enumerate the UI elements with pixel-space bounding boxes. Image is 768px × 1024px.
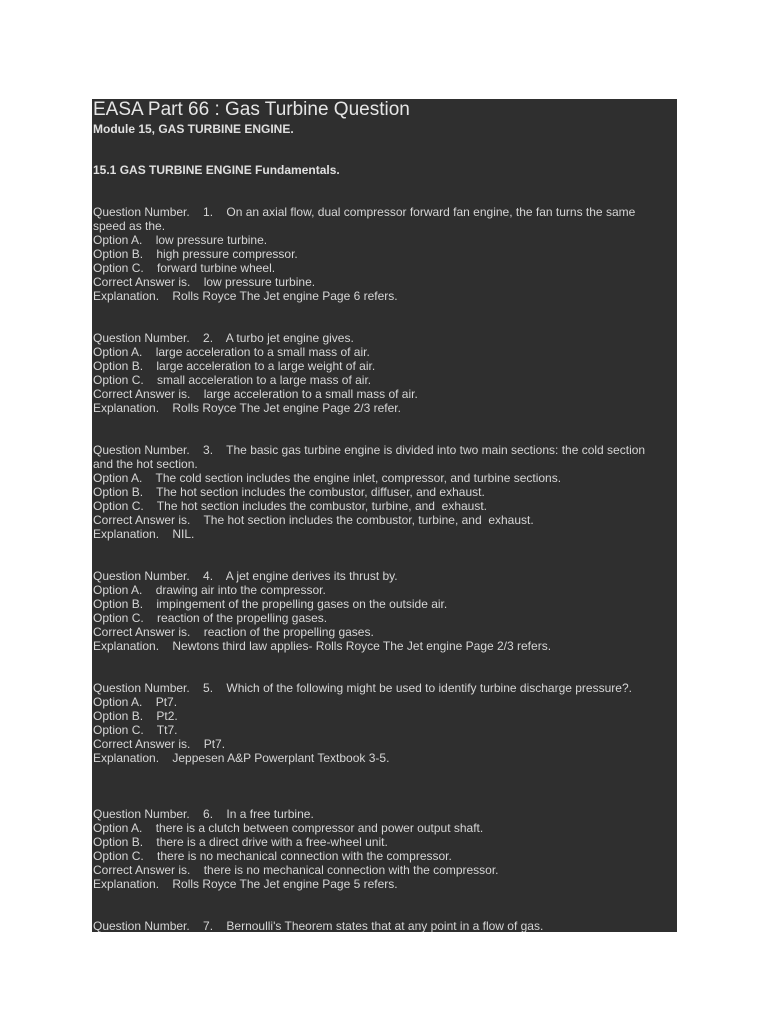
module-heading: Module 15, GAS TURBINE ENGINE. xyxy=(93,122,294,136)
correct-answer: Correct Answer is. The hot section includes the combustor, turbine, and exhaust. xyxy=(93,513,534,527)
explanation: Explanation. Jeppesen A&P Powerplant Textbook 3-5. xyxy=(93,751,390,765)
option-b: Option B. there is a direct drive with a free-wheel unit. xyxy=(93,835,388,849)
option-a: Option A. Pt7. xyxy=(93,695,178,709)
option-b: Option B. high pressure compressor. xyxy=(93,247,298,261)
option-c: Option C. Tt7. xyxy=(93,723,178,737)
option-c: Option C. reaction of the propelling gases. xyxy=(93,611,328,625)
question-text: Question Number. 3. The basic gas turbine engine is divided into two main sections: the cold section and the hot section. xyxy=(93,443,649,471)
question-block-3 xyxy=(93,443,649,541)
explanation: Explanation. Rolls Royce The Jet engine Page 5 refers. xyxy=(93,877,398,891)
question-block-6 xyxy=(93,807,649,891)
correct-answer: Correct Answer is. large acceleration to a small mass of air. xyxy=(93,387,418,401)
option-a: Option A. The cold section includes the engine inlet, compressor, and turbine sections. xyxy=(93,471,562,485)
option-b: Option B. Pt2. xyxy=(93,709,178,723)
option-c: Option C. The hot section includes the combustor, turbine, and exhaust. xyxy=(93,499,488,513)
question-block-4 xyxy=(93,569,649,653)
option-c: Option C. forward turbine wheel. xyxy=(93,261,276,275)
option-b: Option B. impingement of the propelling gases on the outside air. xyxy=(93,597,448,611)
option-c: Option C. there is no mechanical connection with the compressor. xyxy=(93,849,452,863)
option-a: Option A. low pressure turbine. xyxy=(93,233,268,247)
option-c: Option C. small acceleration to a large mass of air. xyxy=(93,373,372,387)
question-block-2 xyxy=(93,331,649,415)
document-page xyxy=(92,99,677,932)
section-heading: 15.1 GAS TURBINE ENGINE Fundamentals. xyxy=(93,163,340,177)
explanation: Explanation. Rolls Royce The Jet engine Page 6 refers. xyxy=(93,289,398,303)
question-text: Question Number. 5. Which of the following might be used to identify turbine discharge pressure?. xyxy=(93,681,632,695)
document-title: EASA Part 66 : Gas Turbine Question xyxy=(93,99,410,120)
correct-answer: Correct Answer is. Pt7. xyxy=(93,737,226,751)
question-text: Question Number. 2. A turbo jet engine gives. xyxy=(93,331,354,345)
question-block-7 xyxy=(93,919,649,932)
question-text: Question Number. 7. Bernoulli's Theorem states that at any point in a flow of gas. xyxy=(93,919,544,932)
explanation: Explanation. Rolls Royce The Jet engine Page 2/3 refer. xyxy=(93,401,401,415)
correct-answer: Correct Answer is. there is no mechanical connection with the compressor. xyxy=(93,863,499,877)
option-a: Option A. drawing air into the compressor. xyxy=(93,583,326,597)
option-b: Option B. The hot section includes the combustor, diffuser, and exhaust. xyxy=(93,485,485,499)
question-block-5 xyxy=(93,681,649,765)
explanation: Explanation. NIL. xyxy=(93,527,195,541)
explanation: Explanation. Newtons third law applies- Rolls Royce The Jet engine Page 2/3 refers. xyxy=(93,639,552,653)
question-text: Question Number. 1. On an axial flow, dual compressor forward fan engine, the fan turns the same speed as the. xyxy=(93,205,639,233)
question-block-1 xyxy=(93,205,649,303)
option-b: Option B. large acceleration to a large weight of air. xyxy=(93,359,376,373)
correct-answer: Correct Answer is. low pressure turbine. xyxy=(93,275,316,289)
question-text: Question Number. 6. In a free turbine. xyxy=(93,807,314,821)
correct-answer: Correct Answer is. reaction of the propelling gases. xyxy=(93,625,374,639)
option-a: Option A. large acceleration to a small mass of air. xyxy=(93,345,370,359)
option-a: Option A. there is a clutch between compressor and power output shaft. xyxy=(93,821,484,835)
question-text: Question Number. 4. A jet engine derives its thrust by. xyxy=(93,569,398,583)
